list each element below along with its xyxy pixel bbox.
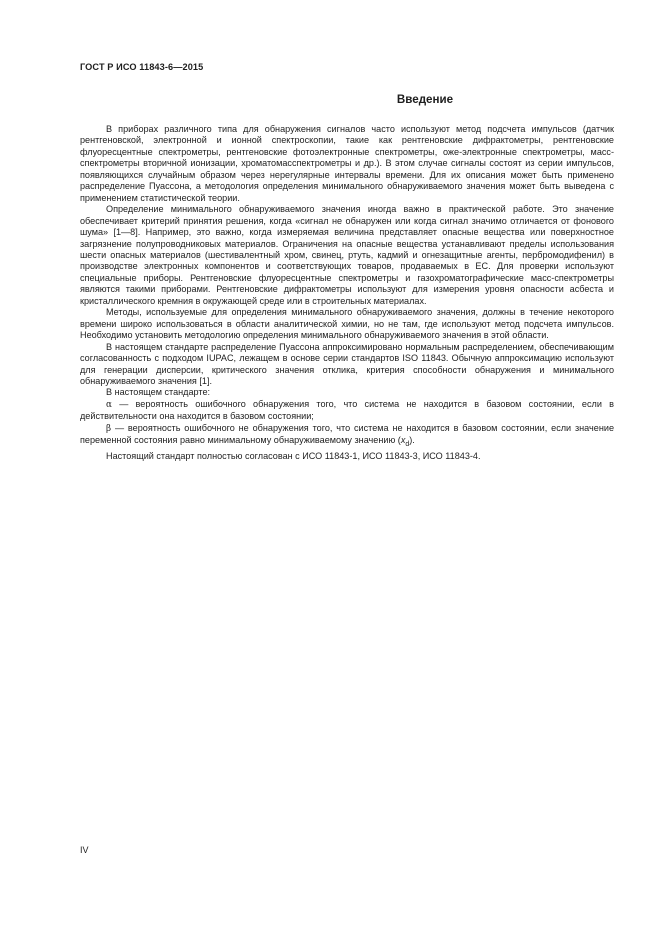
beta-definition-end: ).	[409, 435, 415, 446]
section-title	[80, 93, 614, 106]
definition-alpha	[80, 399, 614, 423]
beta-symbol: β	[106, 423, 112, 434]
paragraph-methods: Методы, используемые для определения минимального обнаруживаемого значения, должны в течение некоторого времени широко использоваться в области аналитической химии, но не там, где используют метод подсчета импульсов. Необходимо установить методологию определения минимального обнаруживаемого значения в этой области.	[80, 307, 614, 341]
definition-beta	[80, 423, 614, 451]
beta-definition: — вероятность ошибочного не обнаружения того, что система не находится в базовом состоянии, если значение переменной состояния равно минимальному обнаруживаемому значению (	[80, 422, 614, 446]
paragraph-harmonization: Настоящий стандарт полностью согласован с ИСО 11843-1, ИСО 11843-3, ИСО 11843-4.	[106, 450, 481, 461]
page-number: IV	[80, 845, 89, 855]
beta-subscript: d	[405, 441, 410, 449]
paragraph-intro: В приборах различного типа для обнаружения сигналов часто используют метод подсчета импульсов (датчик рентгеновской, электронной и ионной спектроскопии, такие как рентгеновские дифрактометры, рентгеновские флуоресцентные спектрометры, рентгеновские фотоэлектронные спектрометры, оже-электронные спектрометры, масс-спектрометры вторичной ионизации, хроматомасспектрометры и др.). В этом случае сигналы состоят из серии импульсов, появляющихся случайным образом через нерегулярные интервалы времени. Для их описания может быть применено распределение Пуассона, а методология определения минимального обнаруживаемого значения может быть выведена с применением статистической теории.	[80, 124, 614, 203]
paragraph-detection-limit: Определение минимального обнаруживаемого значения иногда важно в практической работе. Это значение обеспечивает критерий принятия решения, когда «сигнал не обнаружен или когда сигнал значимо отличается от фонового шума» [1—8]. Например, это важно, когда измеряемая величина представляет опасные вещества или поверхностное загрязнение полупроводниковых материалов. Ограничения на опасные вещества устанавливают пределы использования шести опасных материалов (шестивалентный хром, свинец, ртуть, кадмий и огнезащитные агенты, пербромодифенил) в производстве электронных компонентов и соответствующих товаров, продаваемых в ЕС. Для проверки используют специальные приборы. Рентгеновские флуоресцентные спектрометры и газохроматографические масс-спектрометры являются такими приборами. Рентгеновские дифрактометры используют для измерения уровня опасности асбеста и кристаллического кремния в окружающей среде или в строительных материалах.	[80, 204, 614, 306]
document-body	[80, 124, 614, 462]
beta-variable: x	[400, 435, 406, 446]
section-title-text: Введение	[396, 93, 454, 106]
document-code: ГОСТ Р ИСО 11843-6—2015	[80, 62, 204, 72]
paragraph-definitions-lead: В настоящем стандарте:	[106, 387, 211, 398]
paragraph-poisson-approx: В настоящем стандарте распределение Пуассона аппроксимировано нормальным распределением, обеспечивающим согласованность с подходом IUPAC, лежащем в основе серии стандартов ISO 11843. Обычную аппроксимацию используют для генерации дисперсии, критического значения отклика, критерия способности обнаружения и минимального обнаруживаемого значения [1].	[80, 341, 614, 386]
alpha-definition: — вероятность ошибочного обнаружения того, что система не находится в базовом состоянии, если в действительности она находится в базовом состоянии;	[80, 398, 614, 422]
alpha-symbol: α	[106, 399, 112, 410]
